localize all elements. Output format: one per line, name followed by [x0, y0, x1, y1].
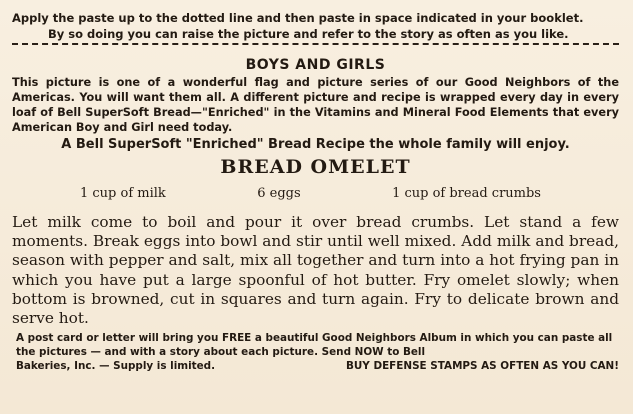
- footer-offer: [16, 331, 619, 373]
- ingredient-item: 1 cup of milk: [80, 186, 166, 201]
- instruction-line-1: Apply the paste up to the dotted line and then paste in space indicated in your booklet.: [12, 11, 584, 25]
- ingredients-list: [12, 186, 619, 201]
- ingredient-item: 1 cup of bread crumbs: [392, 186, 541, 201]
- intro-paragraph: This picture is one of a wonderful flag and picture series of our Good Neighbors of the Americas. You will want them all. A different picture and recipe is wrapped every day in every loaf of Bell SuperSoft Bread—"Enriched" in the Vitamins and Mineral Food Elements that every American Boy and Girl need today.: [12, 76, 619, 134]
- tagline: A Bell SuperSoft "Enriched" Bread Recipe the whole family will enjoy.: [61, 137, 570, 152]
- footer-text: A post card or letter will bring you FREE a beautiful Good Neighbors Album in which you can paste all the pictures — and with a story about each picture. Send NOW to Bell: [16, 332, 613, 359]
- footer-slogan: BUY DEFENSE STAMPS AS OFTEN AS YOU CAN!: [345, 360, 619, 373]
- footer-last-line: [16, 359, 619, 373]
- footer-bakeries: Bakeries, Inc. — Supply is limited.: [16, 360, 216, 373]
- instruction-line-2: By so doing you can raise the picture and refer to the story as often as you like.: [48, 27, 569, 41]
- dotted-paste-line: [12, 43, 619, 45]
- ingredient-item: 6 eggs: [257, 186, 301, 201]
- paste-instructions: [12, 10, 619, 42]
- recipe-directions: Let milk come to boil and pour it over bread crumbs. Let stand a few moments. Break eggs into bowl and stir until well mixed. Add milk and bread, season with pepper and salt, mix all together and turn into a hot frying pan in which you have put a large spoonful of hot butter. Fry omelet slowly; when bottom is browned, cut in squares and turn again. Fry to delicate brown and serve hot.: [12, 213, 619, 328]
- recipe-title: BREAD OMELET: [220, 156, 411, 178]
- section-title: BOYS AND GIRLS: [245, 57, 386, 73]
